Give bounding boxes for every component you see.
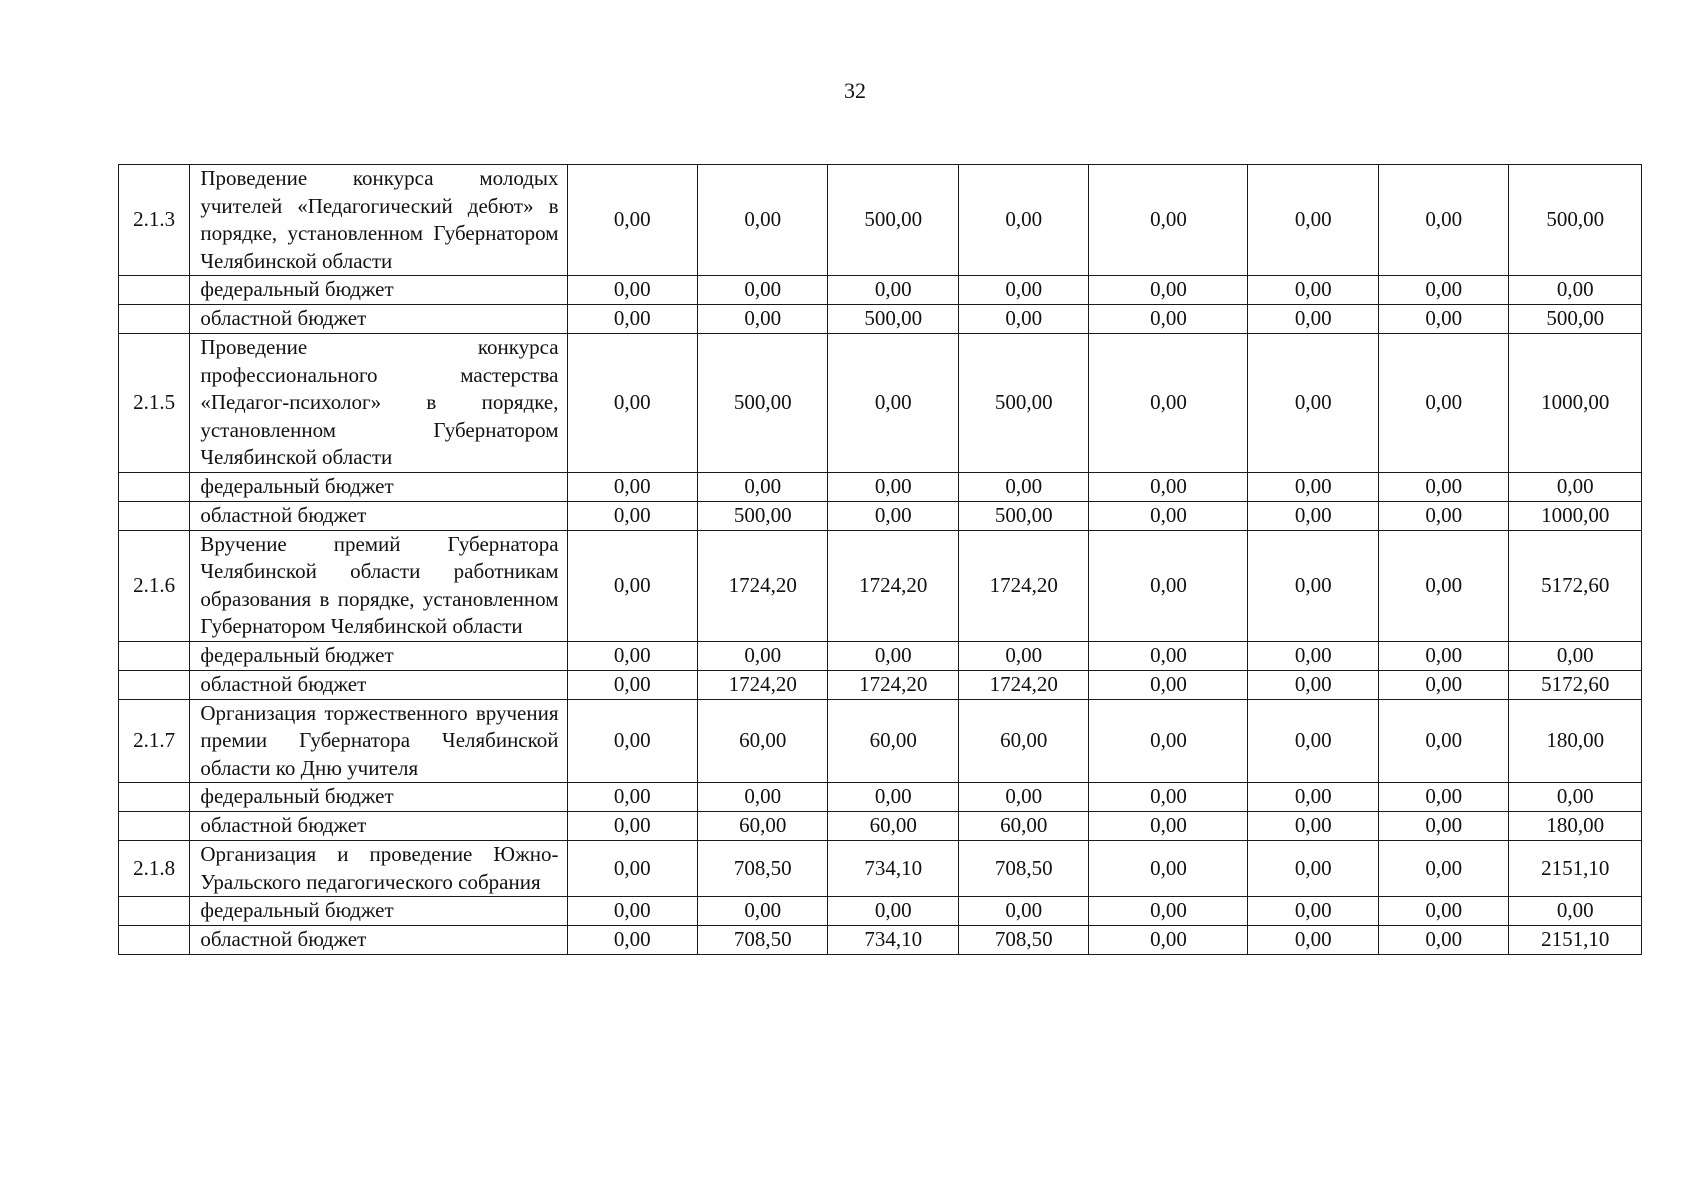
budget-subrow xyxy=(119,926,1642,955)
total-value-cell: 5172,60 xyxy=(1509,530,1642,641)
event-row xyxy=(119,334,1642,473)
year-value-cell: 0,00 xyxy=(1089,812,1248,841)
year-value-cell: 0,00 xyxy=(567,472,697,501)
year-value-cell: 0,00 xyxy=(1378,670,1508,699)
row-code xyxy=(119,501,190,530)
year-value-cell: 708,50 xyxy=(698,926,828,955)
year-value-cell: 1724,20 xyxy=(828,670,958,699)
year-value-cell: 0,00 xyxy=(1378,699,1508,783)
year-value-cell: 0,00 xyxy=(958,276,1088,305)
budget-subrow xyxy=(119,897,1642,926)
year-value-cell: 0,00 xyxy=(567,334,697,473)
year-value-cell: 0,00 xyxy=(1378,783,1508,812)
row-code xyxy=(119,926,190,955)
year-value-cell: 0,00 xyxy=(567,897,697,926)
year-value-cell: 0,00 xyxy=(1089,530,1248,641)
year-value-cell: 708,50 xyxy=(958,841,1088,897)
year-value-cell: 0,00 xyxy=(567,670,697,699)
year-value-cell: 0,00 xyxy=(698,641,828,670)
year-value-cell: 0,00 xyxy=(958,305,1088,334)
year-value-cell: 0,00 xyxy=(1378,165,1508,276)
year-value-cell: 0,00 xyxy=(1089,641,1248,670)
year-value-cell: 0,00 xyxy=(1089,841,1248,897)
year-value-cell: 0,00 xyxy=(567,641,697,670)
year-value-cell: 0,00 xyxy=(1378,926,1508,955)
event-name: Проведение конкурса молодых учителей «Педагогический дебют» в порядке, установленном Губернатором Челябинской области xyxy=(190,165,567,276)
year-value-cell: 0,00 xyxy=(1089,926,1248,955)
year-value-cell: 0,00 xyxy=(958,897,1088,926)
year-value-cell: 0,00 xyxy=(1248,472,1378,501)
year-value-cell: 0,00 xyxy=(958,472,1088,501)
row-code: 2.1.6 xyxy=(119,530,190,641)
year-value-cell: 0,00 xyxy=(1089,305,1248,334)
budget-source-name: федеральный бюджет xyxy=(190,641,567,670)
year-value-cell: 0,00 xyxy=(1378,812,1508,841)
year-value-cell: 500,00 xyxy=(958,501,1088,530)
year-value-cell: 0,00 xyxy=(1089,165,1248,276)
year-value-cell: 1724,20 xyxy=(958,530,1088,641)
year-value-cell: 734,10 xyxy=(828,926,958,955)
year-value-cell: 0,00 xyxy=(1248,641,1378,670)
page-number: 32 xyxy=(844,78,866,103)
year-value-cell: 0,00 xyxy=(1378,501,1508,530)
year-value-cell: 0,00 xyxy=(698,783,828,812)
year-value-cell: 0,00 xyxy=(1089,699,1248,783)
year-value-cell: 0,00 xyxy=(1248,670,1378,699)
year-value-cell: 0,00 xyxy=(958,783,1088,812)
year-value-cell: 0,00 xyxy=(567,276,697,305)
budget-source-name: федеральный бюджет xyxy=(190,783,567,812)
year-value-cell: 0,00 xyxy=(1378,530,1508,641)
year-value-cell: 734,10 xyxy=(828,841,958,897)
budget-subrow xyxy=(119,276,1642,305)
budget-subrow xyxy=(119,670,1642,699)
year-value-cell: 0,00 xyxy=(1248,783,1378,812)
budget-table xyxy=(118,164,1642,955)
year-value-cell: 0,00 xyxy=(698,305,828,334)
budget-source-name: федеральный бюджет xyxy=(190,897,567,926)
year-value-cell: 1724,20 xyxy=(698,530,828,641)
year-value-cell: 708,50 xyxy=(958,926,1088,955)
total-value-cell: 500,00 xyxy=(1509,165,1642,276)
year-value-cell: 0,00 xyxy=(567,165,697,276)
total-value-cell: 180,00 xyxy=(1509,699,1642,783)
year-value-cell: 60,00 xyxy=(828,699,958,783)
row-code xyxy=(119,276,190,305)
year-value-cell: 0,00 xyxy=(1089,276,1248,305)
row-code xyxy=(119,472,190,501)
year-value-cell: 500,00 xyxy=(828,305,958,334)
budget-subrow xyxy=(119,641,1642,670)
year-value-cell: 500,00 xyxy=(828,165,958,276)
total-value-cell: 0,00 xyxy=(1509,641,1642,670)
year-value-cell: 0,00 xyxy=(698,897,828,926)
row-code xyxy=(119,670,190,699)
year-value-cell: 0,00 xyxy=(567,841,697,897)
year-value-cell: 1724,20 xyxy=(958,670,1088,699)
year-value-cell: 0,00 xyxy=(567,783,697,812)
budget-source-name: областной бюджет xyxy=(190,501,567,530)
year-value-cell: 0,00 xyxy=(1248,501,1378,530)
year-value-cell: 60,00 xyxy=(828,812,958,841)
total-value-cell: 500,00 xyxy=(1509,305,1642,334)
year-value-cell: 0,00 xyxy=(567,530,697,641)
year-value-cell: 60,00 xyxy=(958,699,1088,783)
total-value-cell: 2151,10 xyxy=(1509,841,1642,897)
budget-subrow xyxy=(119,305,1642,334)
row-code xyxy=(119,812,190,841)
year-value-cell: 0,00 xyxy=(1378,641,1508,670)
year-value-cell: 0,00 xyxy=(828,783,958,812)
budget-subrow xyxy=(119,783,1642,812)
event-name: Организация и проведение Южно-Уральского педагогического собрания xyxy=(190,841,567,897)
year-value-cell: 0,00 xyxy=(1378,305,1508,334)
year-value-cell: 0,00 xyxy=(1248,699,1378,783)
year-value-cell: 0,00 xyxy=(828,334,958,473)
budget-source-name: федеральный бюджет xyxy=(190,472,567,501)
total-value-cell: 0,00 xyxy=(1509,472,1642,501)
year-value-cell: 708,50 xyxy=(698,841,828,897)
year-value-cell: 0,00 xyxy=(1248,926,1378,955)
table-body xyxy=(119,165,1642,955)
year-value-cell: 1724,20 xyxy=(828,530,958,641)
year-value-cell: 0,00 xyxy=(567,501,697,530)
year-value-cell: 0,00 xyxy=(1248,841,1378,897)
total-value-cell: 1000,00 xyxy=(1509,334,1642,473)
year-value-cell: 0,00 xyxy=(698,276,828,305)
year-value-cell: 0,00 xyxy=(567,926,697,955)
year-value-cell: 0,00 xyxy=(698,165,828,276)
year-value-cell: 0,00 xyxy=(1248,334,1378,473)
year-value-cell: 0,00 xyxy=(828,641,958,670)
year-value-cell: 60,00 xyxy=(698,699,828,783)
year-value-cell: 0,00 xyxy=(1089,501,1248,530)
year-value-cell: 0,00 xyxy=(958,165,1088,276)
row-code xyxy=(119,897,190,926)
event-name: Вручение премий Губернатора Челябинской области работникам образования в порядке, установленном Губернатором Челябинской области xyxy=(190,530,567,641)
budget-source-name: областной бюджет xyxy=(190,670,567,699)
year-value-cell: 0,00 xyxy=(828,276,958,305)
year-value-cell: 0,00 xyxy=(1378,897,1508,926)
year-value-cell: 0,00 xyxy=(567,699,697,783)
total-value-cell: 0,00 xyxy=(1509,783,1642,812)
budget-source-name: федеральный бюджет xyxy=(190,276,567,305)
year-value-cell: 0,00 xyxy=(1378,472,1508,501)
year-value-cell: 60,00 xyxy=(698,812,828,841)
budget-subrow xyxy=(119,501,1642,530)
total-value-cell: 0,00 xyxy=(1509,276,1642,305)
year-value-cell: 0,00 xyxy=(828,897,958,926)
year-value-cell: 0,00 xyxy=(698,472,828,501)
row-code xyxy=(119,783,190,812)
row-code: 2.1.5 xyxy=(119,334,190,473)
year-value-cell: 0,00 xyxy=(1248,276,1378,305)
event-row xyxy=(119,841,1642,897)
row-code: 2.1.3 xyxy=(119,165,190,276)
year-value-cell: 0,00 xyxy=(828,501,958,530)
event-name: Организация торжественного вручения премии Губернатора Челябинской области ко Дню учителя xyxy=(190,699,567,783)
year-value-cell: 500,00 xyxy=(958,334,1088,473)
total-value-cell: 5172,60 xyxy=(1509,670,1642,699)
total-value-cell: 2151,10 xyxy=(1509,926,1642,955)
event-row xyxy=(119,699,1642,783)
year-value-cell: 0,00 xyxy=(1378,276,1508,305)
total-value-cell: 1000,00 xyxy=(1509,501,1642,530)
total-value-cell: 0,00 xyxy=(1509,897,1642,926)
event-name: Проведение конкурса профессионального мастерства «Педагог-психолог» в порядке, установленном Губернатором Челябинской области xyxy=(190,334,567,473)
row-code: 2.1.7 xyxy=(119,699,190,783)
year-value-cell: 0,00 xyxy=(958,641,1088,670)
budget-source-name: областной бюджет xyxy=(190,926,567,955)
budget-subrow xyxy=(119,472,1642,501)
year-value-cell: 0,00 xyxy=(1089,334,1248,473)
year-value-cell: 0,00 xyxy=(1248,812,1378,841)
year-value-cell: 0,00 xyxy=(828,472,958,501)
year-value-cell: 0,00 xyxy=(1089,670,1248,699)
year-value-cell: 0,00 xyxy=(1248,305,1378,334)
total-value-cell: 180,00 xyxy=(1509,812,1642,841)
year-value-cell: 0,00 xyxy=(1378,841,1508,897)
year-value-cell: 0,00 xyxy=(567,812,697,841)
budget-source-name: областной бюджет xyxy=(190,812,567,841)
budget-subrow xyxy=(119,812,1642,841)
row-code: 2.1.8 xyxy=(119,841,190,897)
row-code xyxy=(119,305,190,334)
year-value-cell: 0,00 xyxy=(1089,897,1248,926)
event-row xyxy=(119,530,1642,641)
year-value-cell: 500,00 xyxy=(698,334,828,473)
event-row xyxy=(119,165,1642,276)
year-value-cell: 1724,20 xyxy=(698,670,828,699)
year-value-cell: 0,00 xyxy=(1089,472,1248,501)
year-value-cell: 0,00 xyxy=(1378,334,1508,473)
year-value-cell: 0,00 xyxy=(1248,530,1378,641)
year-value-cell: 0,00 xyxy=(567,305,697,334)
budget-source-name: областной бюджет xyxy=(190,305,567,334)
year-value-cell: 60,00 xyxy=(958,812,1088,841)
year-value-cell: 0,00 xyxy=(1248,165,1378,276)
year-value-cell: 0,00 xyxy=(1248,897,1378,926)
year-value-cell: 0,00 xyxy=(1089,783,1248,812)
year-value-cell: 500,00 xyxy=(698,501,828,530)
row-code xyxy=(119,641,190,670)
